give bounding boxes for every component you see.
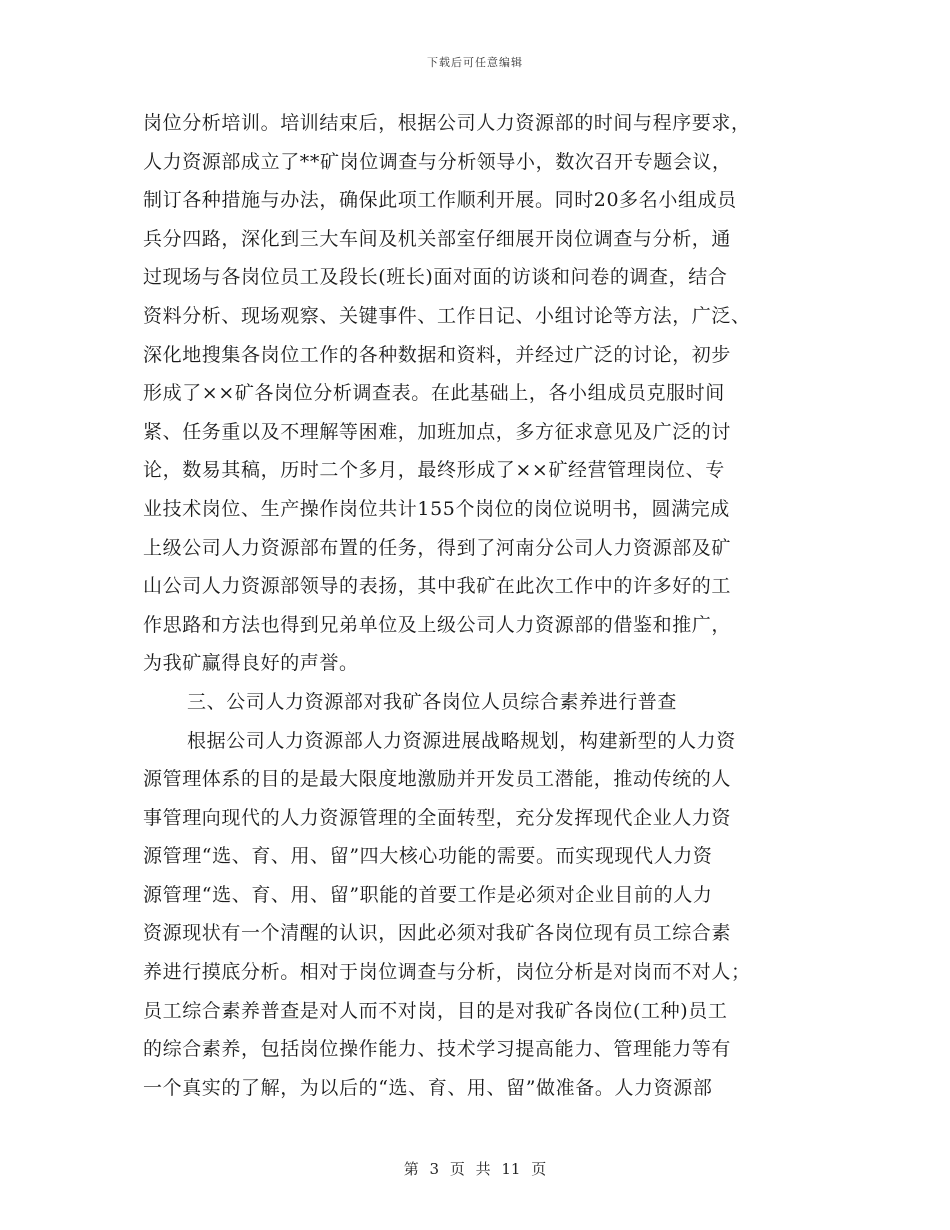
body-line: 制订各种措施与办法，确保此项工作顺利开展。同时20多名小组成员	[143, 189, 737, 212]
body-line: 源管理体系的目的是最大限度地激励并开发员工潜能，推动传统的人	[143, 768, 732, 791]
body-line: 形成了××矿各岗位分析调查表。在此基础上，各小组成员克服时间	[143, 382, 725, 405]
body-line: 员工综合素养普查是对人而不对岗，目的是对我矿各岗位(工种)员工	[143, 999, 728, 1022]
body-line: 过现场与各岗位员工及段长(班长)面对面的访谈和问卷的调查，结合	[143, 266, 728, 289]
body-line: 作思路和方法也得到兄弟单位及上级公司人力资源部的借鉴和推广，	[143, 613, 732, 636]
body-line: 根据公司人力资源部人力资源进展战略规划，构建新型的人力资	[187, 729, 736, 752]
body-line: 山公司人力资源部领导的表扬，其中我矿在此次工作中的许多好的工	[143, 575, 732, 598]
body-line: 论，数易其稿，历时二个多月，最终形成了××矿经营管理岗位、专	[143, 459, 725, 482]
body-line: 为我矿赢得良好的声誉。	[143, 652, 359, 675]
body-line: 源管理“选、育、用、留”四大核心功能的需要。而实现现代人力资	[143, 845, 713, 868]
page-header-note: 下载后可任意编辑	[427, 56, 523, 69]
body-line: 的综合素养，包括岗位操作能力、技术学习提高能力、管理能力等有	[143, 1038, 732, 1061]
body-line: 资料分析、现场观察、关键事件、工作日记、小组讨论等方法，广泛、	[143, 304, 751, 327]
body-line: 深化地搜集各岗位工作的各种数据和资料，并经过广泛的讨论，初步	[143, 343, 732, 366]
body-line: 一个真实的了解，为以后的“选、育、用、留”做准备。人力资源部	[143, 1076, 713, 1099]
body-line: 上级公司人力资源部布置的任务，得到了河南分公司人力资源部及矿	[143, 536, 732, 559]
body-line: 紧、任务重以及不理解等困难，加班加点，多方征求意见及广泛的讨	[143, 420, 732, 443]
body-line: 源管理“选、育、用、留”职能的首要工作是必须对企业目前的人力	[143, 883, 713, 906]
document-body	[143, 104, 823, 1107]
body-line: 人力资源部成立了**矿岗位调查与分析领导小，数次召开专题会议，	[143, 150, 732, 173]
page-number: 第 3 页 共 11 页	[403, 1160, 547, 1178]
body-line: 兵分四路，深化到三大车间及机关部室仔细展开岗位调查与分析，通	[143, 227, 732, 250]
body-line: 岗位分析培训。培训结束后，根据公司人力资源部的时间与程序要求，	[143, 112, 751, 134]
body-line: 事管理向现代的人力资源管理的全面转型，充分发挥现代企业人力资	[143, 806, 732, 829]
section-heading: 三、公司人力资源部对我矿各岗位人员综合素养进行普查	[187, 690, 678, 713]
body-line: 资源现状有一个清醒的认识，因此必须对我矿各岗位现有员工综合素	[143, 922, 732, 945]
body-line: 业技术岗位、生产操作岗位共计155个岗位的岗位说明书，圆满完成	[143, 497, 730, 520]
body-line: 养进行摸底分析。相对于岗位调查与分析，岗位分析是对岗而不对人；	[143, 961, 751, 984]
